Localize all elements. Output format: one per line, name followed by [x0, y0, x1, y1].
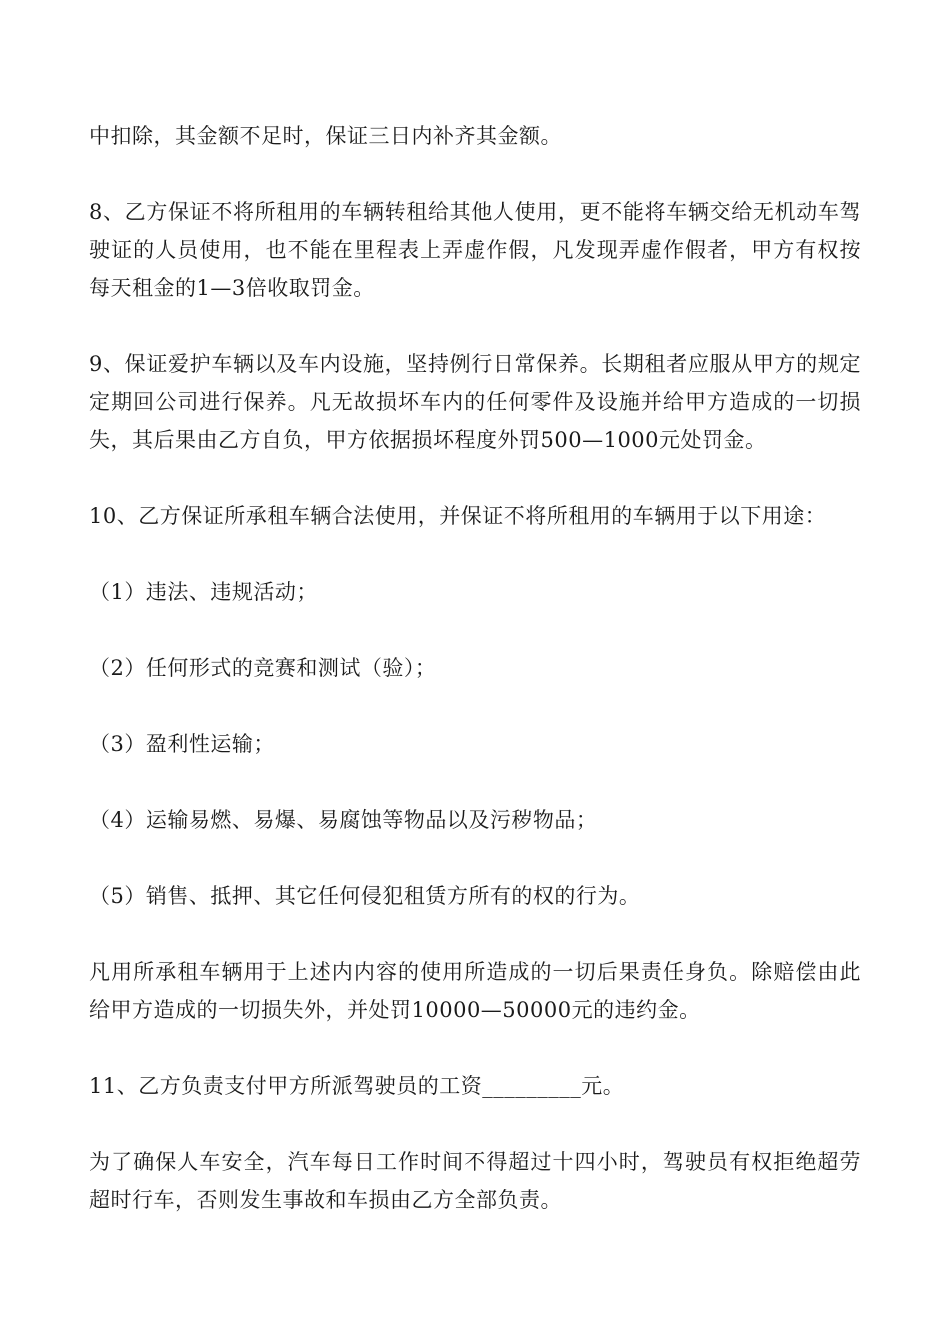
clause-10-penalty: 凡用所承租车辆用于上述内内容的使用所造成的一切后果责任身负。除赔偿由此给甲方造成的一切损失外，并处罚10000—50000元的违约金。	[89, 960, 861, 1022]
clause-11-safety: 为了确保人车安全，汽车每日工作时间不得超过十四小时，驾驶员有权拒绝超劳超时行车，否则发生事故和车损由乙方全部负责。	[89, 1150, 861, 1212]
clause-10-item-3: （3）盈利性运输；	[89, 732, 275, 756]
paragraph-gap	[89, 535, 861, 573]
clause-8: 8、乙方保证不将所租用的车辆转租给其他人使用，更不能将车辆交给无机动车驾驶证的人员使用，也不能在里程表上弄虚作假，凡发现弄虚作假者，甲方有权按每天租金的1—3倍收取罚金。	[89, 200, 861, 300]
clause-10: 10、乙方保证所承租车辆合法使用，并保证不将所租用的车辆用于以下用途：	[89, 504, 827, 528]
paragraph-gap	[89, 459, 861, 497]
paragraph-gap	[89, 155, 861, 193]
clause-10-item-2: （2）任何形式的竞赛和测试（验）；	[89, 656, 437, 680]
paragraph-gap	[89, 839, 861, 877]
clause-10-item-4: （4）运输易燃、易爆、易腐蚀等物品以及污秽物品；	[89, 808, 598, 832]
paragraph-gap	[89, 763, 861, 801]
paragraph-gap	[89, 915, 861, 953]
clause-11: 11、乙方负责支付甲方所派驾驶员的工资_________元。	[89, 1074, 625, 1098]
clause-9: 9、保证爱护车辆以及车内设施，坚持例行日常保养。长期租者应服从甲方的规定定期回公司进行保养。凡无故损坏车内的任何零件及设施并给甲方造成的一切损失，其后果由乙方自负，甲方依据损坏程度外罚500—1000元处罚金。	[89, 352, 861, 452]
clause-10-item-1: （1）违法、违规活动；	[89, 580, 318, 604]
clause-10-item-5: （5）销售、抵押、其它任何侵犯租赁方所有的权的行为。	[89, 884, 641, 908]
paragraph-gap	[89, 1105, 861, 1143]
paragraph-gap	[89, 611, 861, 649]
paragraph-gap	[89, 307, 861, 345]
paragraph-gap	[89, 1029, 861, 1067]
paragraph-gap	[89, 687, 861, 725]
document-body	[89, 117, 861, 1219]
paragraph-continuation: 中扣除，其金额不足时，保证三日内补齐其金额。	[89, 124, 562, 148]
